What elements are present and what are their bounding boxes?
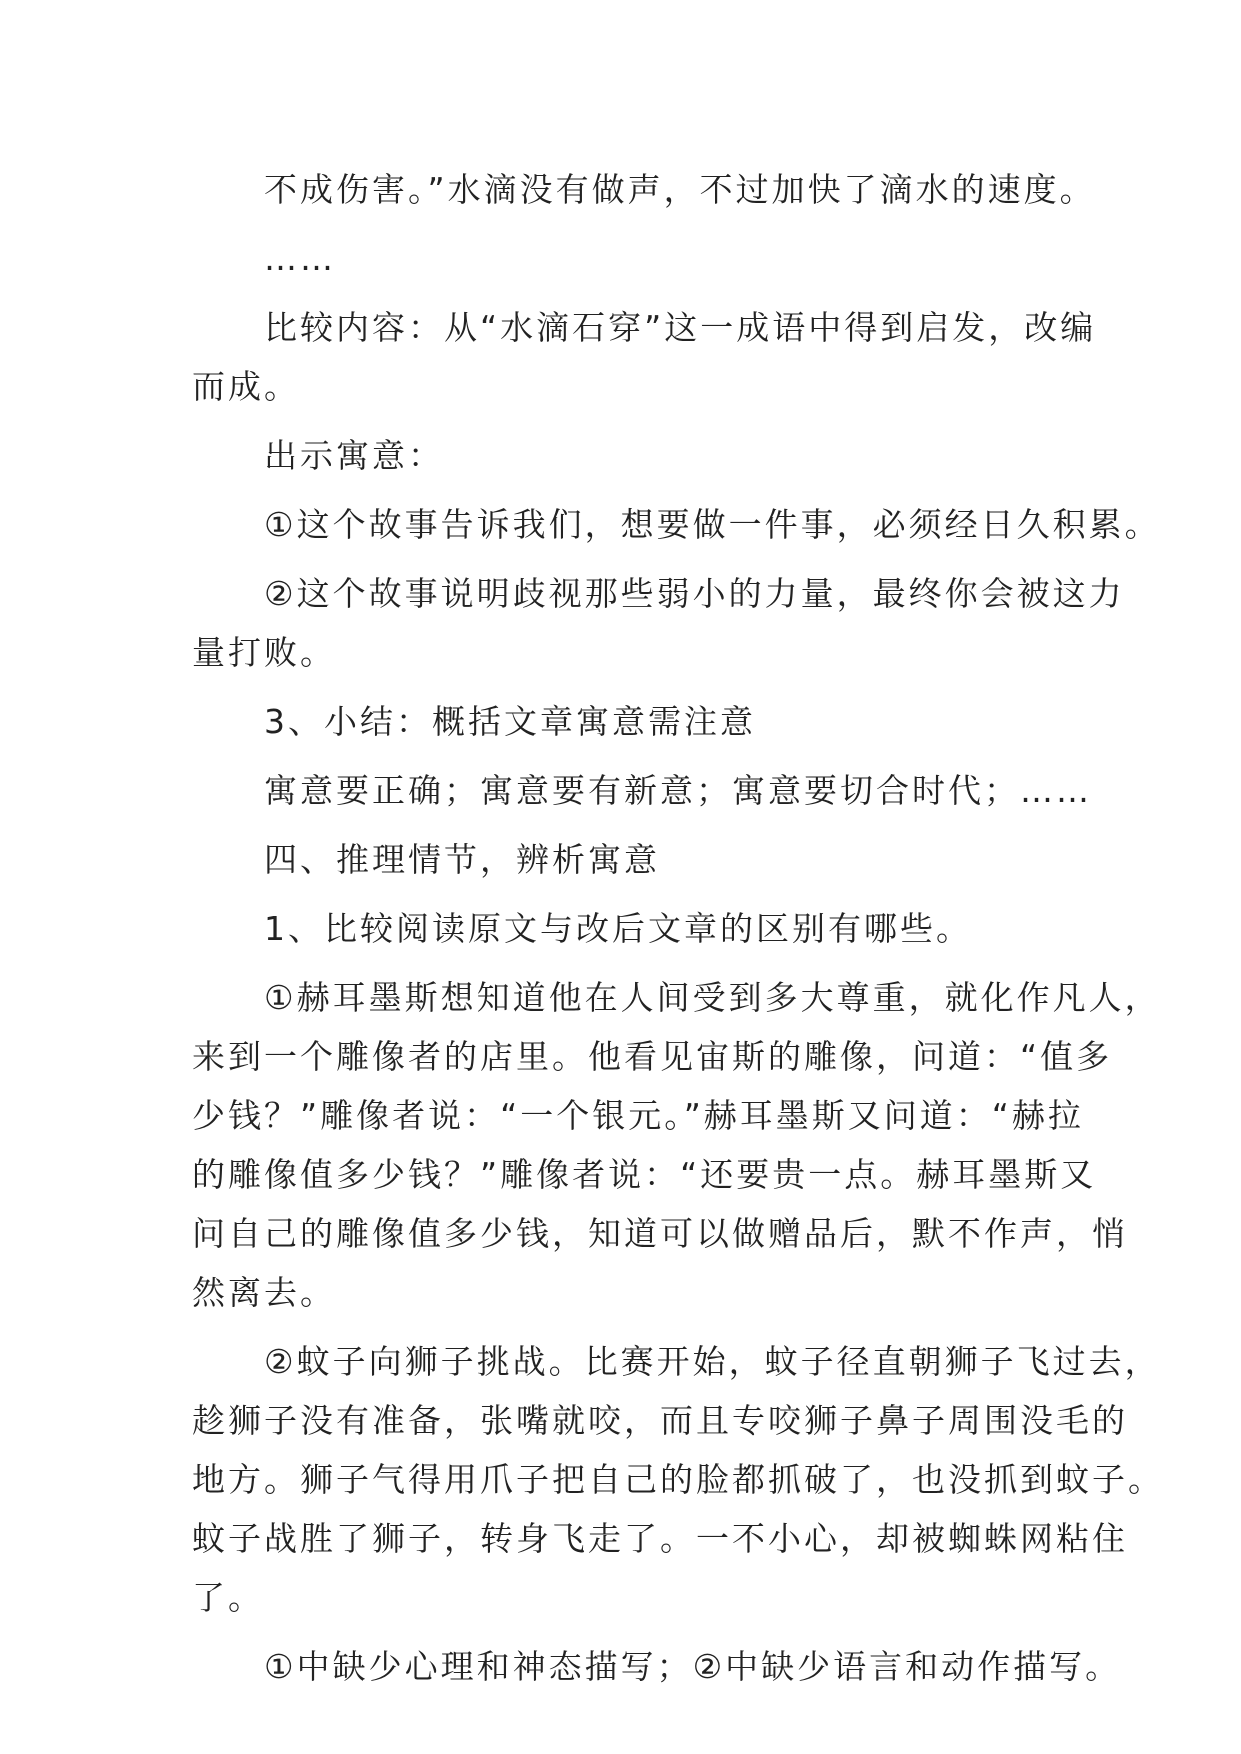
paragraph (192, 495, 1161, 554)
text-line: 然离去。 (192, 1273, 336, 1312)
document-body (192, 160, 1164, 1696)
text-line: 蚊子战胜了狮子，转身飞走了。一不小心，却被蜘蛛网粘住 (192, 1519, 1128, 1558)
text-line: 四、推理情节，辨析寓意 (192, 840, 660, 879)
paragraph (192, 298, 1097, 416)
text-line: 趁狮子没有准备，张嘴就咬，而且专咬狮子鼻子周围没毛的 (192, 1401, 1128, 1440)
paragraph (192, 899, 1072, 958)
text-line: ①赫耳墨斯想知道他在人间受到多大尊重，就化作凡人， (192, 978, 1161, 1017)
text-line: 了。 (192, 1578, 264, 1617)
text-line: 地方。狮子气得用爪子把自己的脸都抓破了，也没抓到蚊子。 (192, 1460, 1164, 1499)
text-line: 问自己的雕像值多少钱，知道可以做赠品后，默不作声，悄 (192, 1214, 1128, 1253)
paragraph (192, 692, 1072, 751)
paragraph (192, 229, 1072, 288)
paragraph (192, 1637, 1122, 1696)
text-line: …… (192, 239, 336, 278)
text-line: 而成。 (192, 367, 300, 406)
paragraph (192, 426, 1072, 485)
text-line: 的雕像值多少钱？”雕像者说：“还要贵一点。赫耳墨斯又 (192, 1155, 1097, 1194)
paragraph (192, 968, 1161, 1322)
paragraph (192, 1332, 1164, 1627)
text-line: 比较内容：从“水滴石穿”这一成语中得到启发，改编 (192, 308, 1097, 347)
text-line: 来到一个雕像者的店里。他看见宙斯的雕像，问道：“值多 (192, 1037, 1113, 1076)
text-line: ①中缺少心理和神态描写；②中缺少语言和动作描写。 (192, 1647, 1122, 1686)
text-line: 3、小结：概括文章寓意需注意 (192, 702, 756, 741)
text-line: 少钱？”雕像者说：“一个银元。”赫耳墨斯又问道：“赫拉 (192, 1096, 1084, 1135)
text-line: 1、比较阅读原文与改后文章的区别有哪些。 (192, 909, 972, 948)
text-line: 出示寓意： (192, 436, 444, 475)
text-line: ②这个故事说明歧视那些弱小的力量，最终你会被这力 (192, 574, 1125, 613)
text-line: ②蚊子向狮子挑战。比赛开始，蚊子径直朝狮子飞过去， (192, 1342, 1161, 1381)
text-line: 不成伤害。”水滴没有做声，不过加快了滴水的速度。 (192, 170, 1096, 209)
text-line: 寓意要正确；寓意要有新意；寓意要切合时代；…… (192, 771, 1092, 810)
text-line: ①这个故事告诉我们，想要做一件事，必须经日久积累。 (192, 505, 1161, 544)
paragraph (192, 564, 1125, 682)
paragraph (192, 830, 1072, 889)
text-line: 量打败。 (192, 633, 336, 672)
paragraph (192, 761, 1092, 820)
paragraph (192, 160, 1096, 219)
